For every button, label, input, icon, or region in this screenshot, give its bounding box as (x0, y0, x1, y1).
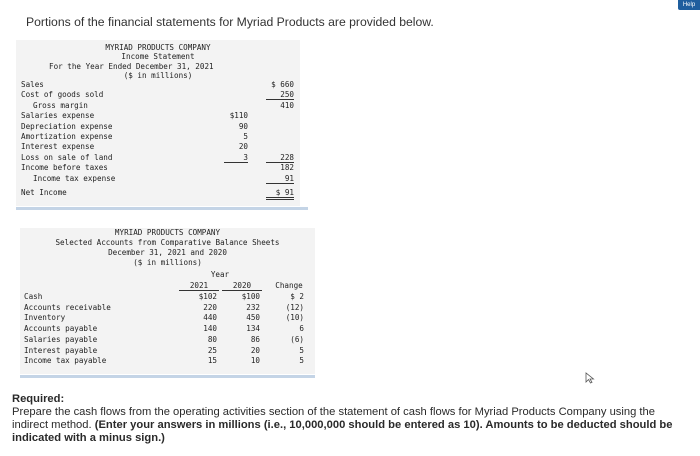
bs-row-label: Interest payable (24, 345, 98, 355)
required-instructions: (Enter your answers in millions (i.e., 10,000,000 should be entered as 10). Amounts to be deducted should be indicated with a minus sign.) (12, 419, 673, 444)
bs-row-label: Cash (24, 292, 43, 301)
bs-row-change: (10) (285, 313, 304, 323)
is-row-inner-value: 5 (243, 132, 248, 141)
is-title: Income Statement (121, 52, 195, 61)
bs-row-2021: 25 (207, 345, 217, 355)
bs-row-2021: 440 (203, 313, 217, 323)
bs-row-change: 5 (299, 356, 304, 366)
is-row-label: Cost of goods sold (21, 90, 104, 100)
bs-year-header: Year (210, 270, 230, 279)
bs-row-2020: 20 (250, 345, 260, 355)
bs-row-label: Inventory (24, 313, 66, 323)
bs-row-2020: 232 (246, 302, 260, 312)
balance-sheet (20, 228, 315, 374)
bs-row-2021: 80 (207, 334, 217, 344)
is-row-label: Income tax expense (33, 173, 116, 183)
is-row-outer-value: 182 (280, 163, 294, 173)
is-row-outer-value: 250 (266, 90, 294, 100)
is-row-outer-value: $ 660 (271, 80, 294, 89)
bs-row-2021: 140 (203, 324, 217, 334)
bs-row-2020: 86 (250, 334, 260, 344)
bs-period: December 31, 2021 and 2020 (108, 248, 227, 257)
is-row-inner-value: $110 (229, 111, 248, 121)
is-row-outer-value: $ 91 (266, 188, 294, 200)
divider (20, 375, 315, 378)
bs-title: Selected Accounts from Comparative Balance Sheets (55, 238, 280, 247)
intro-text: Portions of the financial statements for Myriad Products are provided below. (26, 15, 434, 29)
bs-row-change: $ 2 (290, 292, 304, 301)
is-row-label: Sales (21, 80, 44, 89)
bs-row-2020: 10 (250, 356, 260, 366)
bs-row-label: Salaries payable (24, 334, 98, 344)
income-statement (16, 40, 300, 206)
bs-col-2020: 2020 (222, 281, 262, 291)
is-row-label: Income before taxes (21, 163, 108, 173)
is-row-outer-value: 410 (280, 100, 294, 110)
bs-units: ($ in millions) (133, 258, 202, 267)
is-row-label: Amortization expense (21, 132, 113, 141)
bs-row-change: 5 (299, 345, 304, 355)
bs-col-2021: 2021 (179, 281, 219, 291)
bs-row-2021: 15 (207, 356, 217, 366)
bs-row-2020: $100 (241, 292, 260, 301)
required-section (12, 393, 692, 445)
help-tab[interactable]: Help (678, 0, 700, 10)
is-row-outer-value: 228 (266, 153, 294, 163)
is-row-label: Depreciation expense (21, 121, 113, 131)
is-row-label: Net Income (21, 188, 67, 197)
is-row-inner-value: 3 (224, 153, 248, 163)
is-period: For the Year Ended December 31, 2021 (49, 62, 214, 71)
bs-row-change: 6 (299, 324, 304, 334)
bs-row-2020: 450 (246, 313, 260, 323)
bs-row-label: Accounts payable (24, 324, 98, 334)
bs-row-label: Income tax payable (24, 356, 107, 366)
cursor-icon (584, 372, 596, 384)
is-row-outer-value: 91 (266, 174, 294, 184)
bs-company: MYRIAD PRODUCTS COMPANY (114, 228, 221, 237)
bs-row-change: (12) (285, 302, 304, 312)
is-units: ($ in millions) (123, 71, 193, 80)
is-row-label: Loss on sale of land (21, 152, 113, 162)
divider (16, 207, 308, 210)
is-row-label: Gross margin (33, 100, 88, 110)
required-heading: Required: (12, 393, 65, 405)
is-row-inner-value: 90 (238, 121, 248, 131)
bs-row-label: Accounts receivable (24, 302, 111, 312)
is-row-label: Interest expense (21, 142, 95, 152)
required-text: Prepare the cash flows from the operating activities section of the statement of cash flows for Myriad Products Company using the indirect method. (12, 406, 655, 431)
bs-row-2021: $102 (198, 292, 217, 301)
bs-col-change: Change (275, 281, 303, 290)
is-row-label: Salaries expense (21, 111, 95, 121)
bs-row-2020: 134 (246, 324, 260, 334)
is-row-inner-value: 20 (238, 142, 248, 152)
is-company: MYRIAD PRODUCTS COMPANY (105, 43, 211, 52)
bs-row-2021: 220 (203, 302, 217, 312)
bs-row-change: (6) (290, 334, 304, 344)
